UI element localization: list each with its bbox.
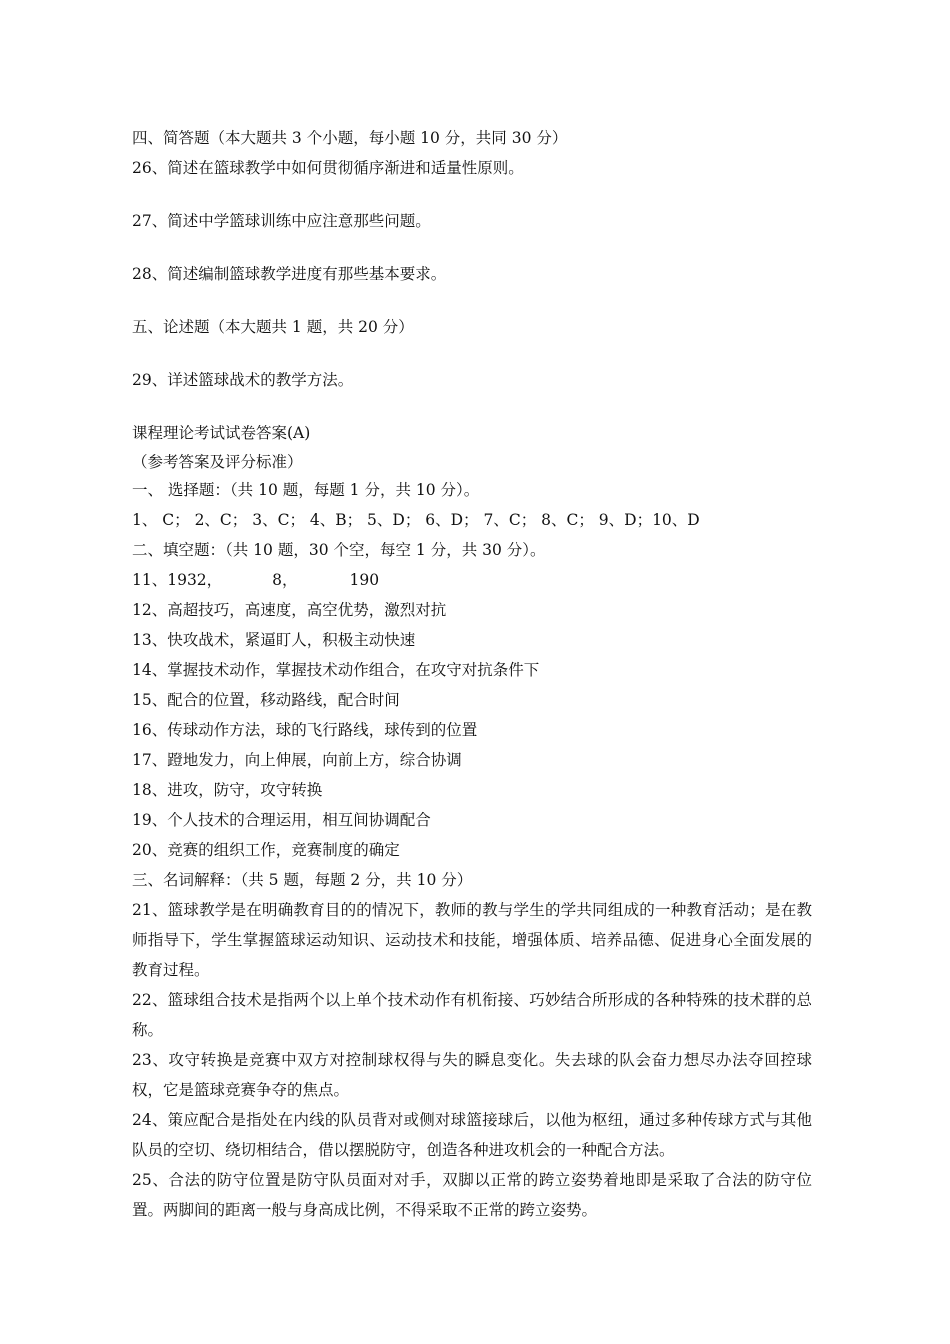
answer-11-a: 11、1932，	[132, 571, 223, 589]
question-27: 27、简述中学篮球训练中应注意那些问题。	[132, 212, 431, 230]
answer-17: 17、蹬地发力，向上伸展，向前上方，综合协调	[132, 751, 462, 769]
answer-16: 16、传球动作方法，球的飞行路线，球传到的位置	[132, 721, 478, 739]
answer-19: 19、个人技术的合理运用，相互间协调配合	[132, 811, 431, 829]
answer-21: 21、篮球教学是在明确教育目的的情况下，教师的教与学生的学共同组成的一种教育活动；是在教师指导下，学生掌握篮球运动知识、运动技术和技能，增强体质、培养品德、促进身心全面发展的教育过程。	[132, 901, 812, 979]
answer-25: 25、合法的防守位置是防守队员面对对手，双脚以正常的跨立姿势着地即是采取了合法的防守位置。两脚间的距离一般与身高成比例，不得采取不正常的跨立姿势。	[132, 1171, 812, 1219]
answer-sheet-title: 课程理论考试试卷答案(A)	[132, 424, 311, 442]
answer-18: 18、进攻，防守，攻守转换	[132, 781, 323, 799]
answer-23: 23、攻守转换是竞赛中双方对控制球权得与失的瞬息变化。失去球的队会奋力想尽办法夺回控球权，它是篮球竞赛争夺的焦点。	[132, 1051, 812, 1099]
question-26: 26、简述在篮球教学中如何贯彻循序渐进和适量性原则。	[132, 159, 524, 177]
section5-heading: 五、论述题（本大题共 1 题，共 20 分）	[132, 318, 414, 336]
answer-22: 22、篮球组合技术是指两个以上单个技术动作有机衔接、巧妙结合所形成的各种特殊的技术群的总称。	[132, 991, 812, 1039]
part1-answers: 1、 C； 2、C； 3、C； 4、B； 5、D； 6、D； 7、C； 8、C； 9、D；10、D	[132, 511, 700, 529]
answer-14: 14、掌握技术动作，掌握技术动作组合，在攻守对抗条件下	[132, 661, 540, 679]
answer-20: 20、竞赛的组织工作，竞赛制度的确定	[132, 841, 400, 859]
section4-heading: 四、简答题（本大题共 3 个小题，每小题 10 分，共同 30 分）	[132, 129, 568, 147]
part2-heading: 二、填空题：（共 10 题，30 个空，每空 1 分，共 30 分）。	[132, 541, 546, 559]
answer-sheet-subtitle: （参考答案及评分标准）	[132, 453, 303, 471]
answer-15: 15、配合的位置，移动路线，配合时间	[132, 691, 400, 709]
answer-11-b: 8，	[272, 571, 298, 589]
part3-heading: 三、名词解释：（共 5 题，每题 2 分，共 10 分）	[132, 871, 473, 889]
answer-12: 12、高超技巧，高速度，高空优势，激烈对抗	[132, 601, 447, 619]
question-29: 29、详述篮球战术的教学方法。	[132, 371, 354, 389]
answer-13: 13、快攻战术，紧逼盯人，积极主动快速	[132, 631, 416, 649]
answer-11	[132, 570, 379, 590]
answer-24: 24、策应配合是指处在内线的队员背对或侧对球篮接球后，以他为枢纽，通过多种传球方式与其他队员的空切、绕切相结合，借以摆脱防守，创造各种进攻机会的一种配合方法。	[132, 1111, 812, 1159]
answer-11-c: 190	[349, 571, 380, 589]
part1-heading: 一、 选择题：（共 10 题，每题 1 分，共 10 分）。	[132, 481, 480, 499]
question-28: 28、简述编制篮球教学进度有那些基本要求。	[132, 265, 447, 283]
